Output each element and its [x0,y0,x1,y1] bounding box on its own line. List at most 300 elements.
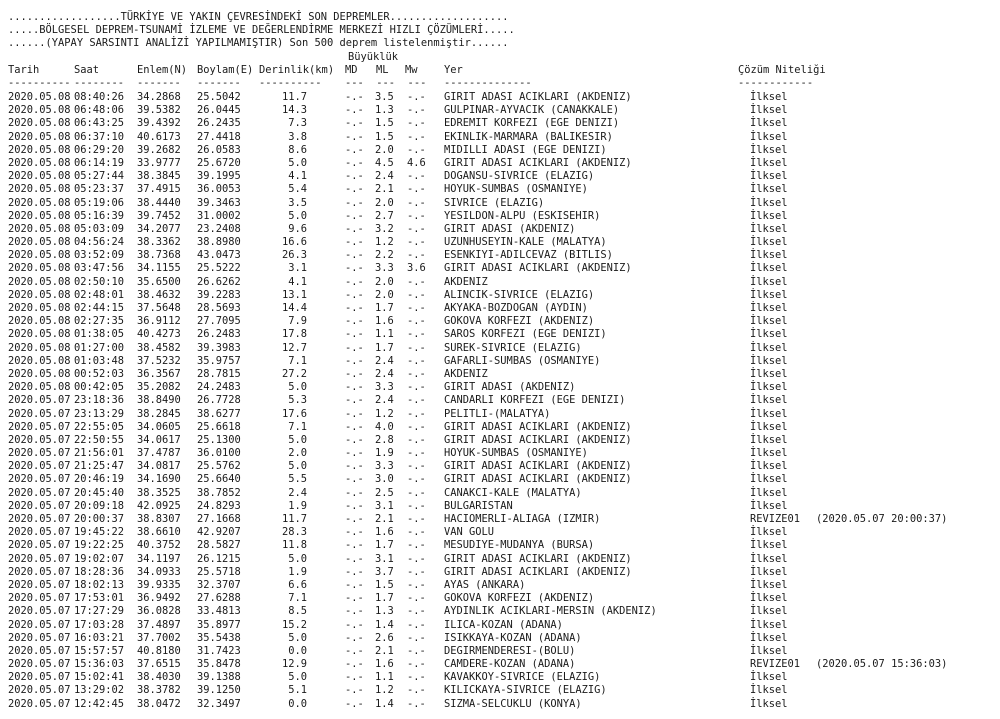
solution-cell: İlksel [750,91,788,103]
solution-cell: İlksel [750,394,788,407]
ml-cell: 2.4 [375,170,394,183]
latitude-cell: 39.4392 [137,117,181,130]
md-cell: -.- [345,552,364,565]
table-row [0,698,1000,711]
ml-cell: 3.3 [375,460,394,473]
depth-cell: 28.3 [281,526,307,539]
ml-cell: 3.1 [375,499,394,512]
time-cell: 05:16:39 [74,209,125,222]
date-cell: 2020.05.07 [8,499,71,512]
md-cell: -.- [345,499,364,512]
latitude-cell: 38.8307 [137,513,181,525]
md-cell: -.- [345,367,364,380]
md-cell: -.- [345,328,364,341]
latitude-cell: 40.4273 [137,328,181,341]
md-cell: -.- [345,526,364,539]
table-row [0,104,1000,117]
depth-cell: 14.4 [281,302,307,314]
time-cell: 02:50:10 [74,275,125,288]
md-cell: -.- [345,275,364,288]
date-cell: 2020.05.07 [8,658,71,671]
longitude-cell: 26.1215 [197,552,241,565]
md-cell: -.- [345,341,364,354]
revision-time-cell: (2020.05.07 20:00:37) [816,513,948,525]
depth-cell: 1.9 [288,499,307,512]
table-row [0,183,1000,196]
longitude-cell: 25.6640 [197,473,241,486]
ml-cell: 1.3 [375,104,394,117]
latitude-cell: 37.5232 [137,354,181,367]
column-headers [0,51,1000,91]
solution-cell: İlksel [750,565,788,578]
ml-cell: 2.6 [375,631,394,644]
md-cell: -.- [345,117,364,130]
longitude-cell: 32.3497 [197,697,241,710]
time-cell: 05:03:09 [74,222,125,235]
solution-cell: İlksel [750,222,788,235]
column-header-location: Yer [444,64,463,77]
solution-cell: İlksel [750,552,788,565]
mw-cell: -.- [407,433,426,446]
latitude-cell: 36.9112 [137,315,181,328]
ml-cell: 3.2 [375,222,394,235]
depth-cell: 5.0 [288,671,307,684]
ml-cell: 3.7 [375,565,394,578]
time-cell: 18:28:36 [74,565,125,578]
location-cell: GIRIT ADASI ACIKLARI (AKDENIZ) [444,91,632,103]
table-row [0,566,1000,579]
location-cell: CANDARLI KORFEZI (EGE DENIZI) [444,394,626,407]
solution-cell: İlksel [750,170,788,183]
date-cell: 2020.05.08 [8,275,71,288]
mw-cell: -.- [407,658,426,671]
ml-cell: 1.7 [375,341,394,354]
latitude-cell: 38.4582 [137,341,181,354]
mw-cell: -.- [407,605,426,618]
longitude-cell: 27.1668 [197,513,241,525]
ml-cell: 2.4 [375,354,394,367]
time-cell: 06:14:19 [74,156,125,169]
ml-cell: 2.2 [375,249,394,262]
solution-cell: İlksel [750,156,788,169]
location-cell: ISIKKAYA-KOZAN (ADANA) [444,631,582,644]
table-row [0,223,1000,236]
latitude-cell: 37.7002 [137,631,181,644]
table-row [0,487,1000,500]
depth-cell: 5.4 [288,183,307,196]
md-cell: -.- [345,381,364,394]
depth-cell: 6.6 [288,578,307,591]
time-cell: 08:40:26 [74,91,125,103]
depth-cell: 5.0 [288,381,307,394]
solution-cell: İlksel [750,354,788,367]
depth-cell: 12.9 [281,658,307,671]
time-cell: 05:19:06 [74,196,125,209]
depth-cell: 3.1 [288,262,307,275]
time-cell: 03:52:09 [74,249,125,262]
table-row [0,355,1000,368]
md-cell: -.- [345,354,364,367]
depth-cell: 3.5 [288,196,307,209]
time-cell: 06:37:10 [74,130,125,143]
solution-cell: İlksel [750,473,788,486]
date-cell: 2020.05.07 [8,460,71,473]
time-cell: 01:38:05 [74,328,125,341]
md-cell: -.- [345,262,364,275]
solution-cell: İlksel [750,684,788,697]
date-cell: 2020.05.08 [8,315,71,328]
depth-cell: 5.5 [288,473,307,486]
longitude-cell: 39.3463 [197,196,241,209]
latitude-cell: 37.4897 [137,618,181,631]
mw-cell: 3.6 [407,262,426,275]
location-cell: AYDINLIK ACIKLARI-MERSIN (AKDENIZ) [444,605,657,618]
depth-cell: 7.1 [288,592,307,605]
md-cell: -.- [345,658,364,671]
ml-cell: 1.5 [375,578,394,591]
latitude-cell: 34.0617 [137,433,181,446]
table-row [0,526,1000,539]
table-row [0,170,1000,183]
solution-cell: İlksel [750,433,788,446]
location-cell: ILICA-KOZAN (ADANA) [444,618,563,631]
location-cell: GIRIT ADASI ACIKLARI (AKDENIZ) [444,552,632,565]
md-cell: -.- [345,183,364,196]
ml-cell: 3.3 [375,381,394,394]
time-cell: 21:25:47 [74,460,125,473]
table-row [0,513,1000,526]
solution-cell: İlksel [750,262,788,275]
date-cell: 2020.05.08 [8,381,71,394]
column-separator: -------------- [444,77,532,90]
time-cell: 05:27:44 [74,170,125,183]
table-row [0,447,1000,460]
solution-cell: İlksel [750,539,788,552]
table-row [0,157,1000,170]
table-row [0,394,1000,407]
mw-cell: -.- [407,328,426,341]
magnitude-group-header: Büyüklük [348,51,399,63]
table-row [0,671,1000,684]
location-cell: GIRIT ADASI (AKDENIZ) [444,222,576,235]
depth-cell: 2.0 [288,447,307,460]
mw-cell: -.- [407,104,426,117]
date-cell: 2020.05.07 [8,684,71,697]
longitude-cell: 42.9207 [197,526,241,539]
mw-cell: -.- [407,631,426,644]
solution-cell: İlksel [750,367,788,380]
mw-cell: -.- [407,499,426,512]
time-cell: 20:00:37 [74,513,125,525]
latitude-cell: 38.8490 [137,394,181,407]
longitude-cell: 39.1995 [197,170,241,183]
mw-cell: -.- [407,117,426,130]
ml-cell: 1.6 [375,526,394,539]
solution-cell: İlksel [750,486,788,499]
longitude-cell: 38.6277 [197,407,241,420]
table-row [0,117,1000,130]
latitude-cell: 36.3567 [137,367,181,380]
location-cell: DEGIRMENDERESI-(BOLU) [444,644,576,657]
ml-cell: 2.1 [375,513,394,525]
date-cell: 2020.05.07 [8,433,71,446]
solution-cell: İlksel [750,341,788,354]
ml-cell: 2.8 [375,433,394,446]
md-cell: -.- [345,631,364,644]
ml-cell: 2.0 [375,288,394,301]
md-cell: -.- [345,104,364,117]
latitude-cell: 37.6515 [137,658,181,671]
date-cell: 2020.05.08 [8,288,71,301]
latitude-cell: 40.6173 [137,130,181,143]
longitude-cell: 24.2483 [197,381,241,394]
column-separator: ---------- [259,77,322,90]
solution-cell: İlksel [750,631,788,644]
longitude-cell: 35.9757 [197,354,241,367]
ml-cell: 2.7 [375,209,394,222]
latitude-cell: 34.0817 [137,460,181,473]
depth-cell: 5.3 [288,394,307,407]
location-cell: GIRIT ADASI ACIKLARI (AKDENIZ) [444,565,632,578]
time-cell: 00:52:03 [74,367,125,380]
mw-cell: -.- [407,354,426,367]
longitude-cell: 33.4813 [197,605,241,618]
longitude-cell: 27.6288 [197,592,241,605]
location-cell: YESILDON-ALPU (ESKISEHIR) [444,209,601,222]
solution-cell: İlksel [750,249,788,262]
solution-cell: İlksel [750,236,788,249]
longitude-cell: 26.7728 [197,394,241,407]
md-cell: -.- [345,473,364,486]
solution-cell: REVIZE01 [750,658,801,671]
ml-cell: 1.4 [375,697,394,710]
ml-cell: 1.6 [375,658,394,671]
ml-cell: 1.5 [375,130,394,143]
date-cell: 2020.05.07 [8,526,71,539]
location-cell: GIRIT ADASI ACIKLARI (AKDENIZ) [444,156,632,169]
location-cell: SIZMA-SELCUKLU (KONYA) [444,697,582,710]
mw-cell: -.- [407,420,426,433]
longitude-cell: 31.0002 [197,209,241,222]
date-cell: 2020.05.08 [8,170,71,183]
md-cell: -.- [345,209,364,222]
longitude-cell: 23.2408 [197,222,241,235]
date-cell: 2020.05.08 [8,341,71,354]
md-cell: -.- [345,684,364,697]
time-cell: 18:02:13 [74,578,125,591]
longitude-cell: 26.2483 [197,328,241,341]
depth-cell: 27.2 [281,367,307,380]
date-cell: 2020.05.08 [8,130,71,143]
table-row [0,632,1000,645]
mw-cell: -.- [407,552,426,565]
location-cell: SUREK-SIVRICE (ELAZIG) [444,341,582,354]
time-cell: 23:18:36 [74,394,125,407]
column-header-date: Tarih [8,64,40,77]
solution-cell: İlksel [750,183,788,196]
time-cell: 06:48:06 [74,104,125,117]
depth-cell: 26.3 [281,249,307,262]
table-row [0,328,1000,341]
latitude-cell: 38.7368 [137,249,181,262]
mw-cell: -.- [407,367,426,380]
ml-cell: 1.2 [375,236,394,249]
header-note-line: ......(YAPAY SARSINTI ANALİZİ YAPILMAMIŞTIR) Son 500 deprem listelenmiştir...... [8,37,509,50]
md-cell: -.- [345,565,364,578]
date-cell: 2020.05.08 [8,196,71,209]
table-row [0,592,1000,605]
table-row [0,197,1000,210]
md-cell: -.- [345,302,364,314]
md-cell: -.- [345,130,364,143]
ml-cell: 1.1 [375,328,394,341]
location-cell: GIRIT ADASI ACIKLARI (AKDENIZ) [444,433,632,446]
time-cell: 01:03:48 [74,354,125,367]
solution-cell: İlksel [750,499,788,512]
column-header-mw: Mw [405,64,418,77]
longitude-cell: 28.7815 [197,367,241,380]
mw-cell: -.- [407,565,426,578]
longitude-cell: 36.0053 [197,183,241,196]
latitude-cell: 36.9492 [137,592,181,605]
date-cell: 2020.05.07 [8,618,71,631]
mw-cell: -.- [407,143,426,156]
md-cell: -.- [345,420,364,433]
longitude-cell: 43.0473 [197,249,241,262]
md-cell: -.- [345,394,364,407]
latitude-cell: 38.3525 [137,486,181,499]
solution-cell: İlksel [750,697,788,710]
mw-cell: -.- [407,578,426,591]
mw-cell: -.- [407,341,426,354]
mw-cell: -.- [407,288,426,301]
depth-cell: 8.5 [288,605,307,618]
location-cell: HOYUK-SUMBAS (OSMANIYE) [444,183,588,196]
latitude-cell: 35.2082 [137,381,181,394]
mw-cell: -.- [407,183,426,196]
md-cell: -.- [345,513,364,525]
date-cell: 2020.05.07 [8,605,71,618]
mw-cell: -.- [407,209,426,222]
latitude-cell: 34.1155 [137,262,181,275]
time-cell: 22:50:55 [74,433,125,446]
ml-cell: 1.4 [375,618,394,631]
time-cell: 00:42:05 [74,381,125,394]
longitude-cell: 39.1250 [197,684,241,697]
longitude-cell: 28.5693 [197,302,241,314]
ml-cell: 2.5 [375,486,394,499]
solution-cell: İlksel [750,447,788,460]
location-cell: GULPINAR-AYVACIK (CANAKKALE) [444,104,620,117]
time-cell: 19:45:22 [74,526,125,539]
mw-cell: -.- [407,671,426,684]
time-cell: 02:44:15 [74,302,125,314]
depth-cell: 16.6 [281,236,307,249]
longitude-cell: 35.8977 [197,618,241,631]
table-row [0,262,1000,275]
mw-cell: -.- [407,196,426,209]
table-row [0,289,1000,302]
table-row [0,368,1000,381]
time-cell: 01:27:00 [74,341,125,354]
depth-cell: 5.0 [288,156,307,169]
mw-cell: -.- [407,170,426,183]
table-row [0,684,1000,697]
ml-cell: 1.6 [375,315,394,328]
time-cell: 20:46:19 [74,473,125,486]
column-separator: ------- [137,77,181,90]
location-cell: BULGARISTAN [444,499,513,512]
date-cell: 2020.05.07 [8,420,71,433]
date-cell: 2020.05.08 [8,91,71,103]
longitude-cell: 38.7852 [197,486,241,499]
latitude-cell: 34.0605 [137,420,181,433]
table-row [0,408,1000,421]
solution-cell: İlksel [750,143,788,156]
table-row [0,553,1000,566]
date-cell: 2020.05.07 [8,697,71,710]
md-cell: -.- [345,460,364,473]
md-cell: -.- [345,222,364,235]
solution-cell: İlksel [750,328,788,341]
solution-cell: İlksel [750,288,788,301]
depth-cell: 4.1 [288,170,307,183]
mw-cell: -.- [407,91,426,103]
depth-cell: 17.8 [281,328,307,341]
latitude-cell: 34.1197 [137,552,181,565]
header-title-line: ..................TÜRKİYE VE YAKIN ÇEVRESİNDEKİ SON DEPREMLER................... [8,11,509,23]
location-cell: GIRIT ADASI ACIKLARI (AKDENIZ) [444,473,632,486]
table-row [0,460,1000,473]
time-cell: 17:03:28 [74,618,125,631]
table-row [0,381,1000,394]
latitude-cell: 37.4787 [137,447,181,460]
depth-cell: 13.1 [281,288,307,301]
date-cell: 2020.05.07 [8,394,71,407]
mw-cell: -.- [407,315,426,328]
location-cell: PELITLI-(MALATYA) [444,407,551,420]
solution-cell: İlksel [750,209,788,222]
md-cell: -.- [345,605,364,618]
ml-cell: 2.0 [375,275,394,288]
latitude-cell: 34.0933 [137,565,181,578]
location-cell: AKYAKA-BOZDOGAN (AYDIN) [444,302,588,314]
mw-cell: -.- [407,407,426,420]
date-cell: 2020.05.08 [8,156,71,169]
solution-cell: İlksel [750,460,788,473]
md-cell: -.- [345,447,364,460]
solution-cell: İlksel [750,130,788,143]
solution-cell: İlksel [750,275,788,288]
date-cell: 2020.05.07 [8,539,71,552]
date-cell: 2020.05.08 [8,249,71,262]
mw-cell: -.- [407,526,426,539]
column-header-longitude: Boylam(E) [197,64,254,77]
longitude-cell: 27.4418 [197,130,241,143]
latitude-cell: 40.8180 [137,644,181,657]
latitude-cell: 38.4632 [137,288,181,301]
solution-cell: İlksel [750,302,788,314]
location-cell: AYAS (ANKARA) [444,578,526,591]
column-header-ml: ML [376,64,389,77]
latitude-cell: 37.4915 [137,183,181,196]
location-cell: CANAKCI-KALE (MALATYA) [444,486,582,499]
longitude-cell: 25.1300 [197,433,241,446]
ml-cell: 1.7 [375,539,394,552]
depth-cell: 17.6 [281,407,307,420]
time-cell: 21:56:01 [74,447,125,460]
time-cell: 17:53:01 [74,592,125,605]
